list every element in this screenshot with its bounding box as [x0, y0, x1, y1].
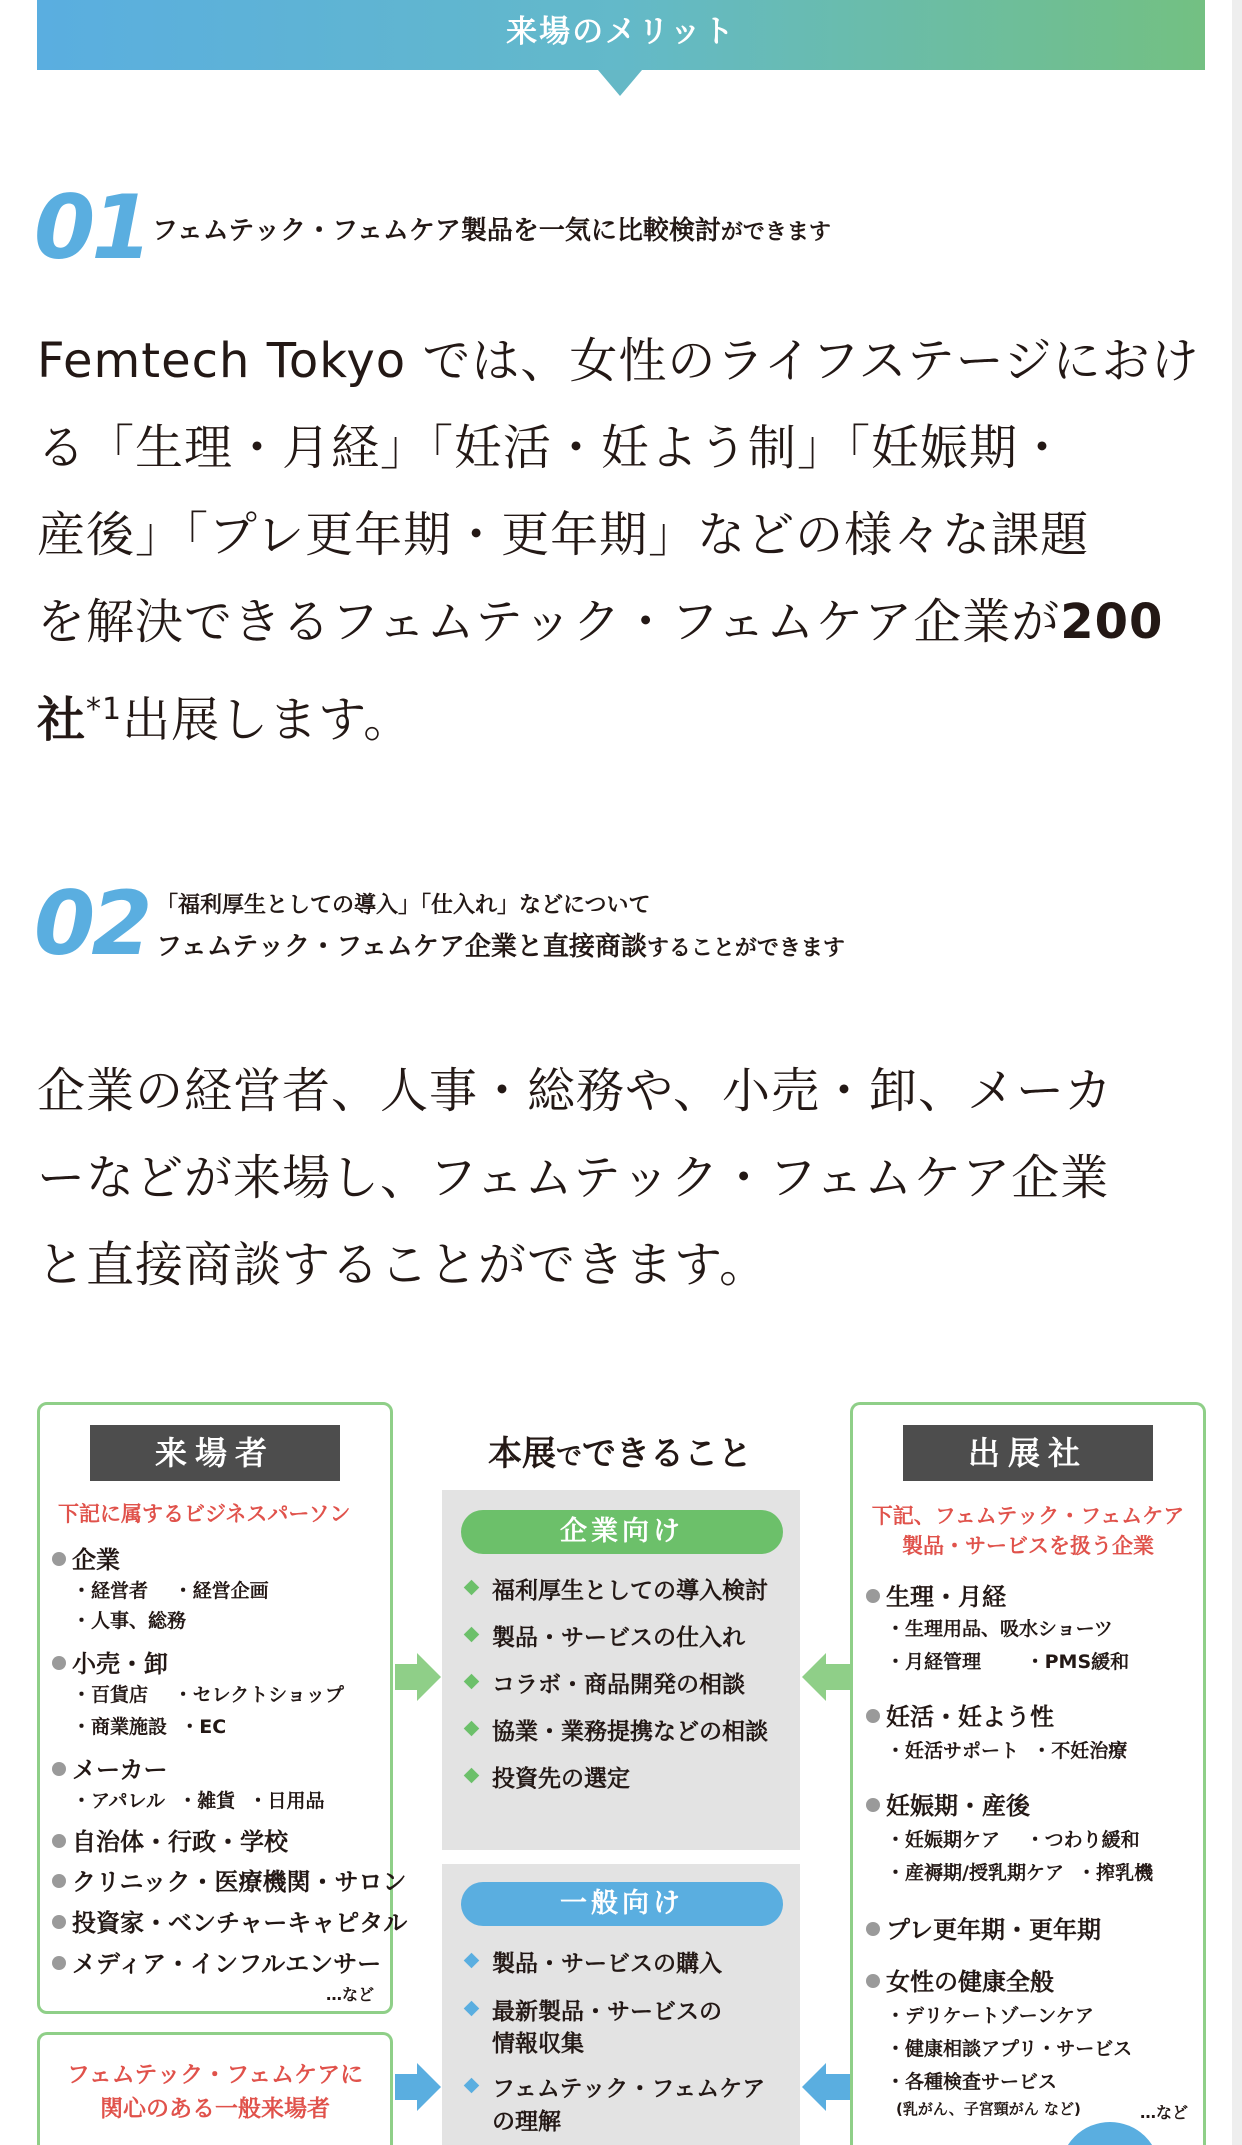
merit-number-02: 02 — [34, 872, 149, 975]
exhibitor-sub: ・各種検査サービス — [886, 2071, 1058, 2093]
arrow-left-head-icon — [802, 1653, 826, 1701]
exhibitors-subtitle-2: 製品・サービスを扱う企業 — [902, 1534, 1154, 1558]
arrow-left-icon — [826, 1664, 850, 1690]
merit-02-heading-line2: フェムテック・フェムケア企業と直接商談することができます — [156, 932, 845, 962]
merit-number-01: 01 — [34, 176, 149, 279]
exhibitors-subtitle-1: 下記、フェムテック・フェムケア — [871, 1504, 1185, 1528]
general-pill: 一般向け — [461, 1882, 783, 1926]
visitor-sub: ・経営者 ・経営企画 — [72, 1580, 269, 1602]
general-item: 情報収集 — [492, 2031, 584, 2057]
exhibitor-category: 女性の健康全般 — [866, 1962, 1054, 1997]
arrow-left-head-icon — [802, 2063, 826, 2111]
visitor-category: 投資家・ベンチャーキャピタル — [52, 1903, 407, 1938]
business-item: 福利厚生としての導入検討 — [492, 1578, 768, 1604]
arrow-right-head-icon — [417, 1653, 441, 1701]
exhibitor-category: 妊活・妊よう性 — [866, 1697, 1054, 1732]
visitor-category: 小売・卸 — [52, 1644, 168, 1679]
exhibitors-etc: …など — [1140, 2103, 1189, 2122]
exhibitor-category: プレ更年期・更年期 — [866, 1910, 1101, 1945]
business-item: コラボ・商品開発の相談 — [492, 1672, 745, 1698]
arrow-right-icon — [395, 1664, 417, 1690]
banner-pointer — [598, 70, 642, 96]
banner-title: 来場のメリット — [506, 14, 736, 50]
exhibitor-category: 生理・月経 — [866, 1577, 1006, 1612]
merit-02-text: 企業の経営者、人事・総務や、小売・卸、メーカ ーなどが来場し、フェムテック・フェムケア企業 と直接商談することができます。 — [37, 1063, 1114, 1293]
exhibitor-sub: ・産褥期/授乳期ケア ・搾乳機 — [886, 1862, 1154, 1884]
business-item: 投資先の選定 — [492, 1766, 630, 1792]
visitor-category: 自治体・行政・学校 — [52, 1822, 288, 1857]
section-banner — [37, 0, 1205, 70]
visitor-category: 企業 — [52, 1540, 120, 1575]
arrow-left-icon — [826, 2074, 850, 2100]
general-item: 最新製品・サービスの — [492, 1999, 722, 2025]
visitor-category: クリニック・医療機関・サロン — [52, 1862, 407, 1897]
merit-01-text: Femtech Tokyo では、女性のライフステージにおけ る「生理・月経」「妊活・妊よう制」「妊娠期・ 産後」「プレ更年期・更年期」などの様々な課題 を解決できるフェムテック・フェムケア企業が200 社$^{*1}$出展します。 — [37, 333, 1200, 748]
business-pill: 企業向け — [461, 1510, 783, 1554]
visitor-sub: ・アパレル ・雑貨 ・日用品 — [72, 1790, 325, 1812]
general-visitors-line2: 関心のある一般来場者 — [100, 2096, 330, 2122]
visitors-etc: …など — [326, 1985, 375, 2004]
visitor-sub: ・百貨店 ・セレクトショップ — [72, 1684, 344, 1706]
visitors-title: 来場者 — [90, 1425, 340, 1481]
general-visitors-line1: フェムテック・フェムケアに — [66, 2062, 364, 2088]
visitor-category: メーカー — [52, 1750, 168, 1785]
visitor-sub: ・人事、総務 — [72, 1610, 187, 1632]
merit-01-heading: フェムテック・フェムケア製品を一気に比較検討ができます — [152, 216, 831, 246]
general-item: フェムテック・フェムケア — [492, 2076, 766, 2102]
exhibitor-sub: ・妊活サポート ・不妊治療 — [886, 1740, 1128, 1762]
exhibitor-sub: ・生理用品、吸水ショーツ — [886, 1618, 1113, 1640]
visitors-subtitle: 下記に属するビジネスパーソン — [58, 1502, 351, 1526]
exhibitors-title: 出展社 — [903, 1425, 1153, 1481]
arrow-right-icon — [395, 2074, 417, 2100]
general-item: 製品・サービスの購入 — [492, 1951, 722, 1977]
visitor-sub: ・商業施設 ・EC — [72, 1716, 227, 1738]
business-item: 協業・業務提携などの相談 — [492, 1719, 768, 1745]
exhibitor-sub: ・デリケートゾーンケア — [886, 2005, 1094, 2027]
arrow-right-head-icon — [417, 2063, 441, 2111]
exhibitor-sub-note: (乳がん、子宮頸がん など) — [896, 2100, 1081, 2118]
page-edge — [1232, 0, 1242, 2145]
exhibitor-sub: ・健康相談アプリ・サービス — [886, 2038, 1133, 2060]
business-item: 製品・サービスの仕入れ — [492, 1625, 745, 1651]
visitor-category: メディア・インフルエンサー — [52, 1944, 381, 1979]
exhibitor-category: 妊娠期・産後 — [866, 1786, 1030, 1821]
exhibitor-sub: ・妊娠期ケア ・つわり緩和 — [886, 1829, 1140, 1851]
center-title: 本展でできること — [487, 1434, 752, 1474]
exhibitor-sub: ・月経管理 ・PMS緩和 — [886, 1651, 1130, 1673]
merit-02-heading-line1: 「福利厚生としての導入」「仕入れ」などについて — [156, 893, 651, 918]
general-item: の理解 — [492, 2109, 561, 2135]
